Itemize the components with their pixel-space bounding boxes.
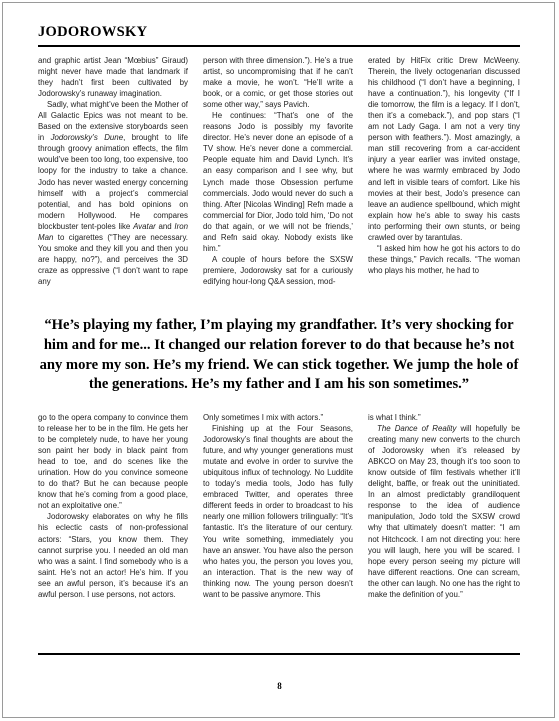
footer-rule <box>38 653 520 655</box>
paragraph: is what I think.” <box>368 413 421 422</box>
paragraph: A couple of hours before the SXSW premiere, Jodorowsky sat for a curiously edifying hour-long Q&A session, mod- <box>203 254 353 286</box>
top-column-3 <box>368 55 520 276</box>
paragraph: Only sometimes I mix with actors.” <box>203 413 324 422</box>
bottom-column-2 <box>203 412 353 600</box>
bottom-column-1 <box>38 412 188 600</box>
running-header: JODOROWSKY <box>38 24 148 40</box>
pull-quote: “He’s playing my father, I’m playing my grandfather. It’s very shocking for him and for me... It changed our relation forever to do that because he’s not any more my son. He’s my friend. We can stick together. We jump the hole of the generations. He’s my father and I am his son sometimes.” <box>39 317 519 393</box>
paragraph: The Dance of Reality will hopefully be creating many new converts to the church of Jodorowsky when it’s released by ABKCO on May 23, though it’s too soon to know outside of film festivals whether it’ll delight, baffle, or freak out the uninitiated. In an almost predictably grandiloquent response to the idea of audience manipulation, Jodo told the SXSW crowd why that ultimately doesn’t matter: “I am not Hitchcock. I am not directing you: here you will laugh, here you will be scared. I hope every person seeing my picture will have different reactions. One can scream, the other can laugh. No one has the right to make the definition of you.” <box>368 424 520 599</box>
top-column-2 <box>203 55 353 287</box>
paragraph: Sadly, what might’ve been the Mother of All Galactic Epics was not meant to be. Based on the extensive storyboards seen in Jodorowsky’s Dune, brought to life through groovy animation effects, the film would’ve been too long, too expensive, too loopy for the industry to take a chance. Jodo has never wasted energy concerning himself with a project’s commercial potential, and has bold opinions on modern Hollywood. He compares blockbuster tent-poles like Avatar and Iron Man to cigarettes (“They are necessary. You smoke and they kill you and then you are happy, no?”), and perceives the 3D craze as oppressive (“I don’t want to rape any <box>38 100 188 286</box>
paragraph: “I asked him how he got his actors to do these things,” Pavich recalls. “The woman who plays his mother, he had to <box>368 243 520 275</box>
bottom-column-3 <box>368 412 520 600</box>
paragraph: and graphic artist Jean “Mœbius” Giraud) might never have made that landmark if they hadn’t first been cultivated by Jodorowsky’s runaway imagination. <box>38 56 188 99</box>
top-column-1 <box>38 55 188 287</box>
paragraph: He continues: “That’s one of the reasons Jodo is possibly my favorite director. He’s never done an episode of a TV show. He’s never done a commercial. People equate him and David Lynch. It’s an easy comparison and I see why, but Lynch made those Obsession perfume commercials. Jodo would never do such a thing. After [Nicolas Winding] Refn made a commercial for Dior, Jodo told him, ‘Do not do that again, or we will not be friends,’ and Refn said okay. Nobody exists like him.” <box>203 111 353 253</box>
header-rule <box>38 45 520 47</box>
paragraph: Finishing up at the Four Seasons, Jodorowsky’s final thoughts are about the future, and why younger generations must mutate and evolve in order to survive the ubiquitous influx of technology. No Luddite to today’s media tools, Jodo has fully embraced Twitter, and operates three different feeds in order to broadcast to his nearly one million followers trilingually: “It’s fantastic. It’s the literature of our century. You write something, immediately you have an answer. You have also the person who hates you, the person you loves you, an interaction. That is the new way of thinking now. The young person doesn’t want to be passive anymore. This <box>203 424 353 599</box>
paragraph: person with three dimension.”). He’s a true artist, so uncompromising that if he can’t make a movie, he won’t. “He’ll write a book, or a comic, or get those stories out some other way,” says Pavich. <box>203 56 353 110</box>
paragraph: go to the opera company to convince them to release her to be in the film. He gets her to be completely nude, to have her young son paint her body in black paint from head to toe, and do scenes like the urination. How do you convince someone to do that? But he can because people know that he’s coming from a good place, not an exploitative one.” <box>38 413 188 511</box>
paragraph: erated by HitFix critic Drew McWeeny. Therein, the lively octogenarian discussed his childhood (“I don’t have a beginning, I have a continuation.”), his longevity (“If I die tomorrow, the film is a legacy. If I don’t, then it’s a comeback.”), and pop stars (“I am not Lady Gaga. I am not a very tiny person with feathers.”). Most amazingly, a man still recovering from a car-accident injury a year earlier was invited onstage, where he was warmly embraced by Jodo and left in visible tears of comfort. Like his movies at their best, Jodo’s presence can leave an audience spellbound, which might explain how he’s able to sway his casts into performing their own stunts, or being crawled over by tarantulas. <box>368 56 520 242</box>
page-number: 8 <box>277 681 282 691</box>
paragraph: Jodorowsky elaborates on why he fills his eclectic casts of non-professional actors: “Stars, you know them. They cannot surprise you. I needed an old man who was a saint. I find somebody who is a saint. He’s not an actor! He’s him. If you see an awful person, it’s because it’s an awful person. I use persons, not actors. <box>38 512 188 599</box>
